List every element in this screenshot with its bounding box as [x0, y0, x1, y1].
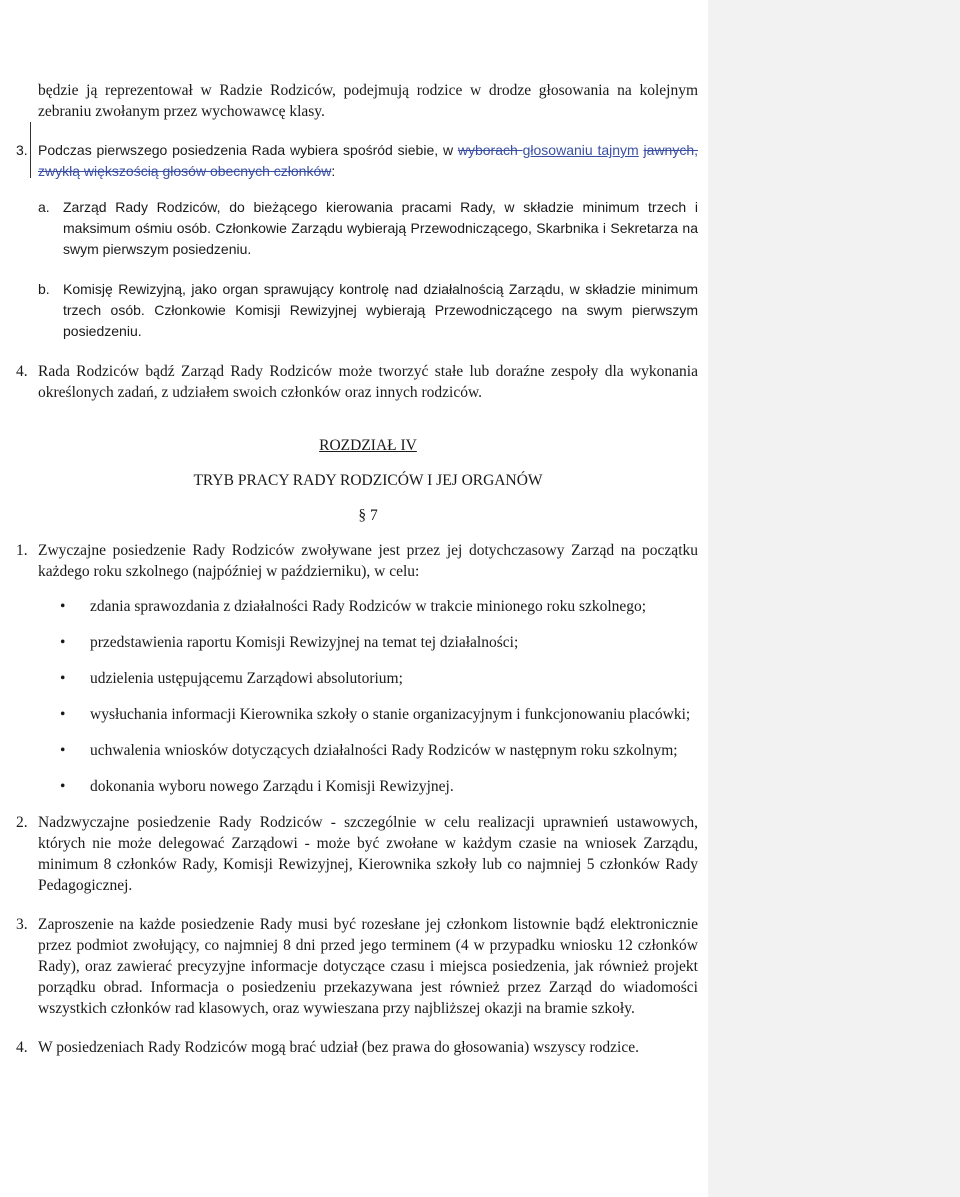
list-item: • dokonania wyboru nowego Zarządu i Komisji Rewizyjnej.	[60, 778, 454, 795]
comment-margin-pane	[708, 0, 960, 1197]
item-3b-text: Komisję Rewizyjną, jako organ sprawujący kontrolę nad działalnością Zarządu, w składzie minimum trzech osób. Członkowie Komisji Rewizyjnej wybierają Przewodniczącego na swym pierwszym posiedzeniu.	[63, 281, 698, 339]
section-1-text: Zwyczajne posiedzenie Rady Rodziców zwoływane jest przez jej dotychczasowy Zarząd na początku każdego roku szkolnego (najpóźniej w październiku), w celu:	[38, 542, 698, 580]
chapter-title: ROZDZIAŁ IV	[319, 437, 417, 454]
section-1-number: 1.	[16, 542, 28, 559]
item-3	[16, 140, 699, 182]
item-3-number: 3.	[16, 142, 28, 158]
intro-paragraph: będzie ją reprezentował w Radzie Rodziców, podejmują rodzice w drodze głosowania na kolejnym zebraniu zwołanym przez wychowawcę klasy.	[38, 82, 698, 120]
item-3a-text: Zarząd Rady Rodziców, do bieżącego kierowania pracami Rady, w składzie minimum trzech i maksimum ośmiu osób. Członkowie Zarządu wybierają Przewodniczącego, Skarbnika i Sekretarza na swym pierwszym posiedzeniu.	[63, 199, 698, 257]
item-4	[16, 361, 698, 403]
section-3-text: Zaproszenie na każde posiedzenie Rady musi być rozesłane jej członkom listownie bądź elektronicznie przez podmiot zwołujący, co najmniej 8 dni przed jego terminem (4 w przypadku wniosku 12 członków Rady), oraz zawierać precyzyjne informacje dotyczące czasu i miejsca posiedzenia, jak również projekt porządku obrad. Informacja o posiedzeniu przekazywana jest również przez Zarząd do wiadomości wszystkich członków rad klasowych, oraz wywieszana przy najbliższej okazji na bramie szkoły.	[38, 916, 698, 1017]
section-4	[16, 1037, 698, 1058]
item-3a	[38, 197, 698, 260]
bullet-icon: •	[60, 778, 66, 795]
bullet-icon: •	[60, 670, 66, 687]
bullet-icon: •	[60, 706, 66, 723]
list-item: • przedstawienia raportu Komisji Rewizyjnej na temat tej działalności;	[60, 634, 519, 651]
list-item: • uchwalenia wniosków dotyczących działalności Rady Rodziców w następnym roku szkolnym;	[60, 742, 678, 759]
item-3b	[38, 279, 698, 342]
bullet-icon: •	[60, 634, 66, 651]
inserted-text: głosowaniu tajnym	[522, 142, 639, 158]
section-4-text: W posiedzeniach Rady Rodziców mogą brać udział (bez prawa do głosowania) wszyscy rodzice.	[38, 1039, 639, 1056]
item-4-text: Rada Rodziców bądź Zarząd Rady Rodziców może tworzyć stałe lub doraźne zespoły dla wykonania określonych zadań, z udziałem swoich członków oraz innych rodziców.	[38, 363, 698, 401]
chapter-subtitle: TRYB PRACY RADY RODZICÓW I JEJ ORGANÓW	[193, 472, 543, 489]
section-3-number: 3.	[16, 916, 28, 933]
change-bar	[30, 122, 31, 178]
item-3-text: Podczas pierwszego posiedzenia Rada wybiera spośród siebie, w wyborach głosowaniu tajnym jawnych, zwykłą większością głosów obecnych członków:	[38, 142, 699, 179]
item-3a-letter: a.	[38, 199, 50, 215]
deleted-text: jawnych, zwykłą większością głosów obecnych członków	[38, 142, 699, 179]
list-item: • zdania sprawozdania z działalności Rady Rodziców w trakcie minionego roku szkolnego;	[60, 598, 647, 615]
section-1	[16, 540, 698, 582]
list-item: • udzielenia ustępującemu Zarządowi absolutorium;	[60, 670, 403, 687]
section-3	[16, 914, 698, 1019]
bullet-icon: •	[60, 598, 66, 615]
list-item: • wysłuchania informacji Kierownika szkoły o stanie organizacyjnym i funkcjonowaniu placówki;	[60, 706, 691, 723]
bullet-icon: •	[60, 742, 66, 759]
section-2-text: Nadzwyczajne posiedzenie Rady Rodziców - szczególnie w celu realizacji uprawnień ustawowych, których nie może delegować Zarządowi - może być zwołane w każdym czasie na wniosek Zarządu, minimum 8 członków Rady, Komisji Rewizyjnej, Kierownika szkoły lub co najmniej 5 członków Rady Pedagogicznej.	[38, 814, 698, 894]
section-4-number: 4.	[16, 1039, 28, 1056]
item-4-number: 4.	[16, 363, 28, 380]
section-2	[16, 812, 698, 896]
purpose-list	[38, 596, 698, 797]
section-2-number: 2.	[16, 814, 28, 831]
section-paragraph-mark: § 7	[358, 507, 378, 524]
document-body	[16, 80, 699, 1058]
item-3b-letter: b.	[38, 281, 50, 297]
deleted-text: wyborach	[457, 142, 523, 158]
